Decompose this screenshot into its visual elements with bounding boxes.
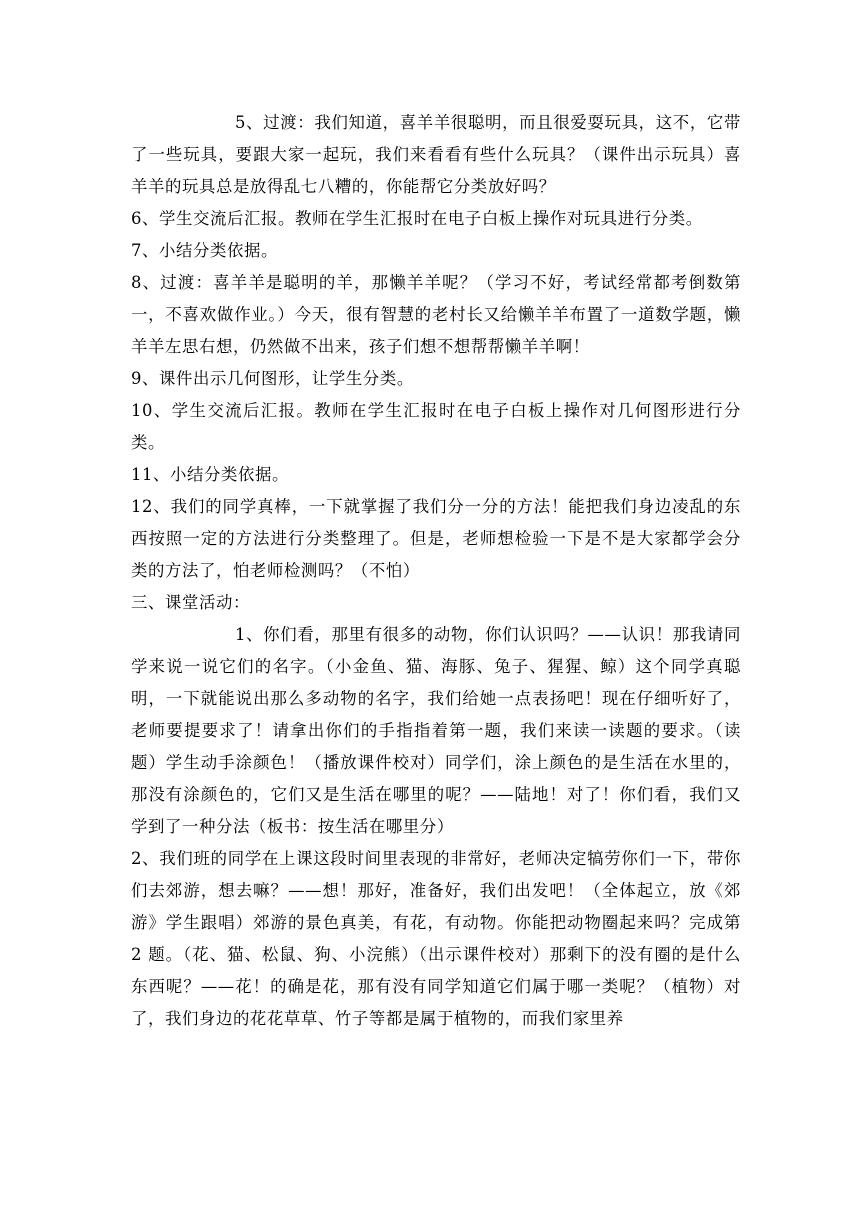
paragraph-step-9: 9、课件出示几何图形，让学生分类。 [131,369,414,388]
paragraph-step-8: 8、过渡：喜羊羊是聪明的羊，那懒羊羊呢？（学习不好，考试经常都考倒数第一，不喜欢做作业。）今天，很有智慧的老村长又给懒羊羊布置了一道数学题，懒羊羊左思右想，仍然做不出来，孩子们想不想帮帮懒羊羊啊！ [131,273,741,356]
paragraph-step-5: 5、过渡：我们知道，喜羊羊很聪明，而且很爱耍玩具，这不，它带了一些玩具，要跟大家一起玩，我们来看看有些什么玩具？（课件出示玩具）喜羊羊的玩具总是放得乱七八糟的，你能帮它分类放好吗？ [131,113,741,196]
paragraph-activity-2: 2、我们班的同学在上课这段时间里表现的非常好，老师决定犒劳你们一下，带你们去郊游，想去嘛？——想！那好，准备好，我们出发吧！（全体起立，放《郊游》学生跟唱）郊游的景色真美，有花，有动物。你能把动物圈起来吗？完成第 2 题。（花、猫、松鼠、狗、小浣熊）（出示课件校对）那剩下的没有圈的是什么东西呢？——花！的确是花，那有没有同学知道它们属于哪一类呢？（植物）对了，我们身边的花花草草、竹子等都是属于植物的，而我们家里养 [131,849,741,1028]
paragraph-step-7: 7、小结分类依据。 [131,241,278,260]
section-heading-classroom-activity: 三、课堂活动： [131,593,250,612]
paragraph-step-10: 10、学生交流后汇报。教师在学生汇报时在电子白板上操作对几何图形进行分类。 [131,401,741,452]
paragraph-step-12: 12、我们的同学真棒，一下就掌握了我们分一分的方法！能把我们身边凌乱的东西按照一定的方法进行分类整理了。但是，老师想检验一下是不是大家都学会分类的方法了，怕老师检测吗？（不怕） [131,497,741,580]
paragraph-step-6: 6、学生交流后汇报。教师在学生汇报时在电子白板上操作对玩具进行分类。 [131,209,703,228]
paragraph-activity-1: 1、你们看，那里有很多的动物，你们认识吗？——认识！那我请同学来说一说它们的名字。（小金鱼、猫、海豚、兔子、猩猩、鲸）这个同学真聪明，一下就能说出那么多动物的名字，我们给她一点表扬吧！现在仔细听好了，老师要提要求了！请拿出你们的手指指着第一题，我们来读一读题的要求。（读题）学生动手涂颜色！（播放课件校对）同学们，涂上颜色的是生活在水里的，那没有涂颜色的，它们又是生活在哪里的呢？——陆地！对了！你们看，我们又学到了一种分法（板书：按生活在哪里分） [131,625,741,836]
paragraph-step-11: 11、小结分类依据。 [131,465,289,484]
document-body [131,107,741,1035]
